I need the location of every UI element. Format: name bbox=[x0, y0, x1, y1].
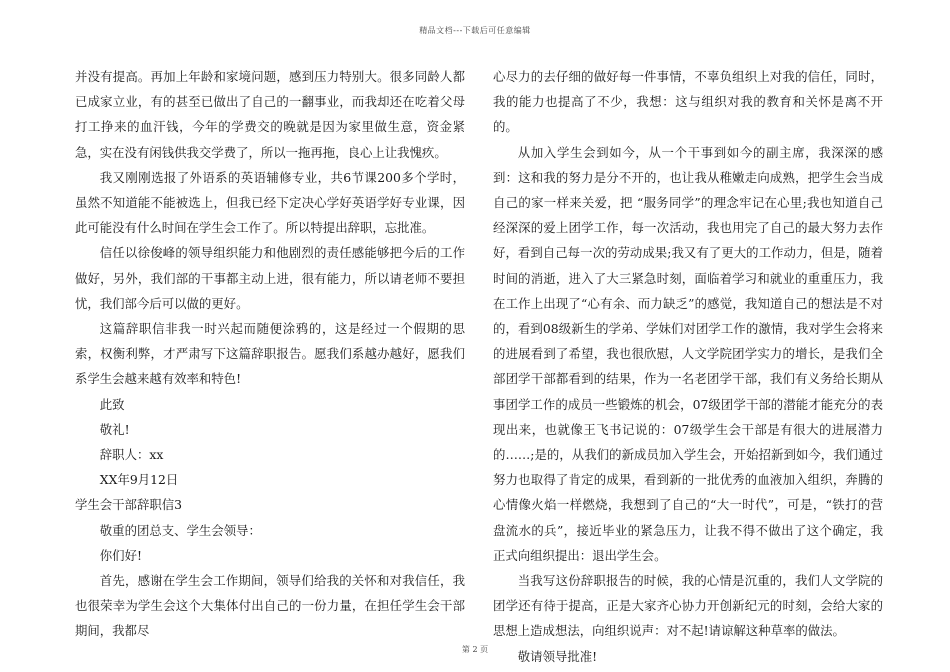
right-column bbox=[493, 64, 883, 669]
page-number: 第 2 页 bbox=[461, 645, 489, 654]
paragraph: 敬重的团总支、学生会领导： bbox=[99, 522, 261, 538]
paragraph: XX年9月12日 bbox=[99, 472, 179, 488]
paragraph: 学生会干部辞职信3 bbox=[75, 497, 183, 513]
left-column bbox=[75, 64, 465, 644]
page-header: 精品文档---下载后可任意编辑 bbox=[419, 26, 531, 35]
paragraph: 心尽力的去仔细的做好每一件事情，不辜负组织上对我的信任，同时，我的能力也提高了不少，我想：这与组织对我的教育和关怀是离不开的。 bbox=[493, 69, 883, 135]
paragraph: 首先，感谢在学生会工作期间，领导们给我的关怀和对我信任，我也很荣幸为学生会这个大集体付出自己的一份力量，在担任学生会干部期间，我都尽 bbox=[75, 573, 465, 639]
paragraph: 信任以徐俊峰的领导组织能力和他剧烈的责任感能够把今后的工作做好，另外，我们部的干事都主动上进，很有能力，所以请老师不要担忧，我们部今后可以做的更好。 bbox=[75, 245, 465, 311]
paragraph: 并没有提高。再加上年龄和家境问题，感到压力特别大。很多同龄人都已成家立业，有的甚至已做出了自己的一翻事业，而我却还在吃着父母打工挣来的血汗钱，今年的学费交的晚就是因为家里做生意，资金紧急，实在没有闲钱供我交学费了，所以一拖再拖，良心上让我愧疚。 bbox=[75, 69, 465, 160]
paragraph: 此致 bbox=[99, 396, 125, 412]
paragraph: 辞职人：xx bbox=[99, 447, 164, 463]
paragraph: 你们好! bbox=[99, 547, 142, 563]
paragraph: 敬礼! bbox=[99, 421, 130, 437]
paragraph: 从加入学生会到如今，从一个干事到如今的副主席，我深深的感到：这和我的努力是分不开的，也让我从稚嫩走向成熟，把学生会当成自己的家一样来关爱，把 “服务同学”的理念牢记在心里;我也知道自己经深深的爱上团学工作，每一次活动，我也用完了自己的最大努力去作好，看到自己每一次的劳动成果;我又有了更大的工作动力，但是，随着时间的消逝，进入了大三紧急时刻，面临着学习和就业的重重压力，我在工作上出现了“心有余、而力缺乏”的感觉，我知道自己的想法是不对的，看到08级新生的学弟、学妹们对团学工作的激情，我对学生会将来的进展看到了希望，我也很欣慰，人文学院团学实力的增长，是我们全部团学干部都看到的结果，作为一名老团学干部，我们有义务给长期从事团学工作的成员一些锻炼的机会，07级团学干部的潜能才能充分的表现出来，也就像王飞书记说的：07级学生会干部是有很大的进展潜力的……;是的，从我们的新成员加入学生会，开始招新到如今，我们通过努力也取得了肯定的成果，看到新的一批优秀的血液加入组织，奔腾的心情像火焰一样燃烧，我想到了自己的“大一时代”，可是，“铁打的营盘流水的兵”，接近毕业的紧急压力，让我不得不做出了这个确定，我正式向组织提出：退出学生会。 bbox=[493, 144, 883, 563]
paragraph: 我又刚刚选报了外语系的英语辅修专业，共6节课200多个学时，虽然不知道能不能被选上，但我已经下定决心学好英语学好专业课，因此可能没有什么时间在学生会工作了。所以特提出辞职，忘批准。 bbox=[75, 169, 465, 236]
paragraph: 这篇辞职信非我一时兴起而随便涂鸦的，这是经过一个假期的思索，权衡利弊，才严肃写下这篇辞职报告。愿我们系越办越好，愿我们系学生会越来越有效率和特色! bbox=[75, 321, 465, 387]
paragraph: 当我写这份辞职报告的时候，我的心情是沉重的，我们人文学院的团学还有待于提高，正是大家齐心协力开创新纪元的时刻，会给大家的思想上造成想法，向组织说声：对不起!请谅解这种草率的做法。 bbox=[493, 573, 883, 639]
paragraph: 敬请领导批准! bbox=[517, 648, 598, 664]
